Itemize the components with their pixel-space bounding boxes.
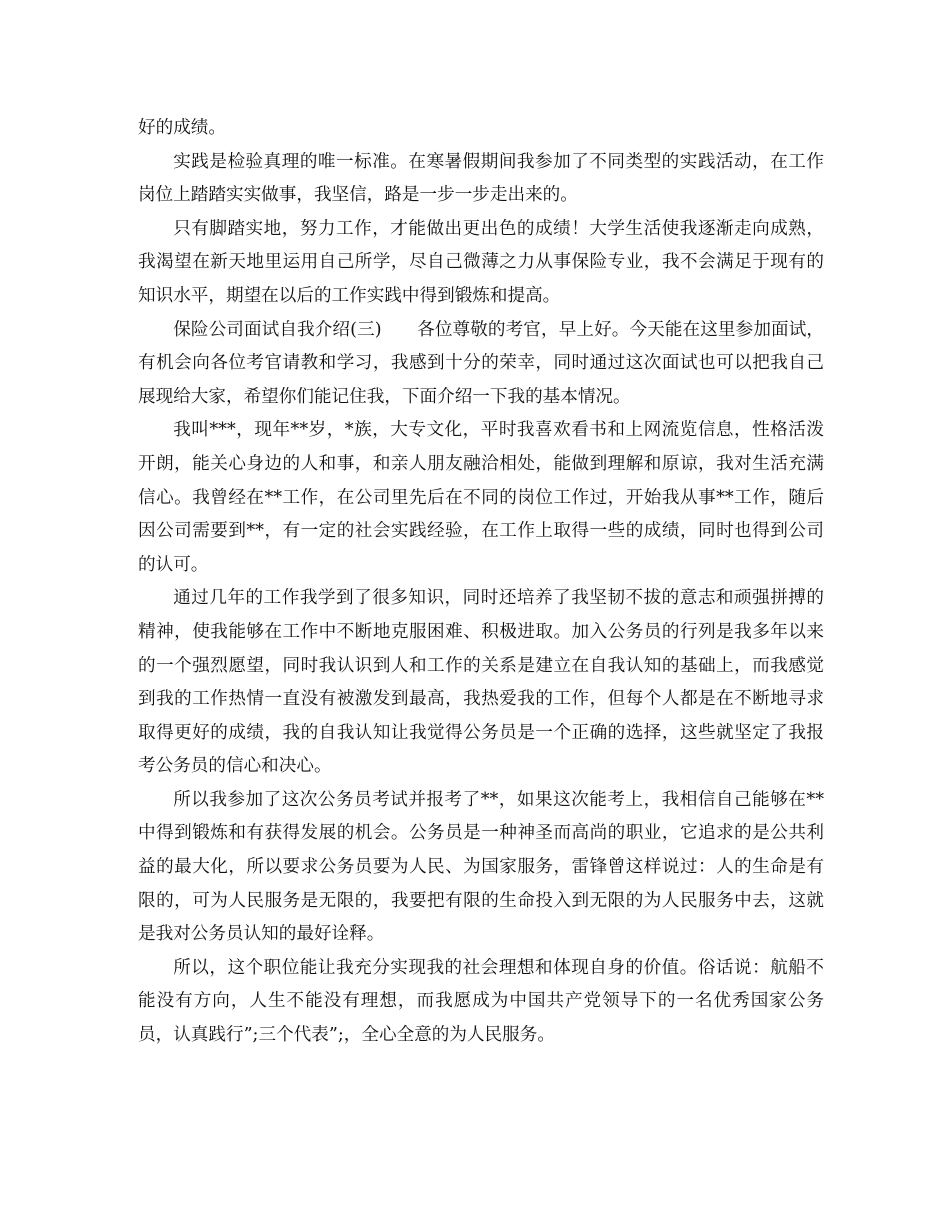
paragraph-conclusion: 所以，这个职位能让我充分实现我的社会理想和体现自身的价值。俗话说：航船不能没有方向，人生不能没有理想，而我愿成为中国共产党领导下的一名优秀国家公务员，认真践行”;三个代表”;，全心全意的为人民服务。: [138, 957, 824, 1046]
paragraph-intro-three: 保险公司面试自我介绍(三) 各位尊敬的考官，早上好。今天能在这里参加面试，有机会向各位考官请教和学习，我感到十分的荣幸，同时通过这次面试也可以把我自己展现给大家，希望你们能记住我，下面介绍一下我的基本情况。: [138, 319, 824, 407]
paragraph-basic-info: 我叫***，现年**岁，*族，大专文化，平时我喜欢看书和上网流览信息，性格活泼开朗，能关心身边的人和事，和亲人朋友融洽相处，能做到理解和原谅，我对生活充满信心。我曾经在**工作，在公司里先后在不同的岗位工作过，开始我从事**工作，随后因公司需要到**，有一定的社会实践经验，在工作上取得一些的成绩，同时也得到公司的认可。: [138, 420, 824, 575]
paragraph-down-to-earth: 只有脚踏实地，努力工作，才能做出更出色的成绩！大学生活使我逐渐走向成熟，我渴望在新天地里运用自己所学，尽自己微薄之力从事保险专业，我不会满足于现有的知识水平，期望在以后的工作实践中得到锻炼和提高。: [138, 218, 824, 306]
document-body: [138, 112, 824, 1053]
paragraph-practice: 实践是检验真理的唯一标准。在寒暑假期间我参加了不同类型的实践活动，在工作岗位上踏踏实实做事，我坚信，路是一步一步走出来的。: [138, 151, 824, 206]
paragraph-work-experience: 通过几年的工作我学到了很多知识，同时还培养了我坚韧不拔的意志和顽强拼搏的精神，使我能够在工作中不断地克服困难、积极进取。加入公务员的行列是我多年以来的一个强烈愿望，同时我认识到人和工作的关系是建立在自我认知的基础上，而我感觉到我的工作热情一直没有被激发到最高，我热爱我的工作，但每个人都是在不断地寻求取得更好的成绩，我的自我认知让我觉得公务员是一个正确的选择，这些就坚定了我报考公务员的信心和决心。: [138, 588, 824, 777]
paragraph-continuation: 好的成绩。: [138, 118, 226, 138]
paragraph-exam-motivation: 所以我参加了这次公务员考试并报考了**，如果这次能考上，我相信自己能够在**中得到锻炼和有获得发展的机会。公务员是一种神圣而高尚的职业，它追求的是公共利益的最大化，所以要求公务员要为人民、为国家服务，雷锋曾这样说过：人的生命是有限的，可为人民服务是无限的，我要把有限的生命投入到无限的为人民服务中去，这就是我对公务员认知的最好诠释。: [138, 789, 824, 945]
